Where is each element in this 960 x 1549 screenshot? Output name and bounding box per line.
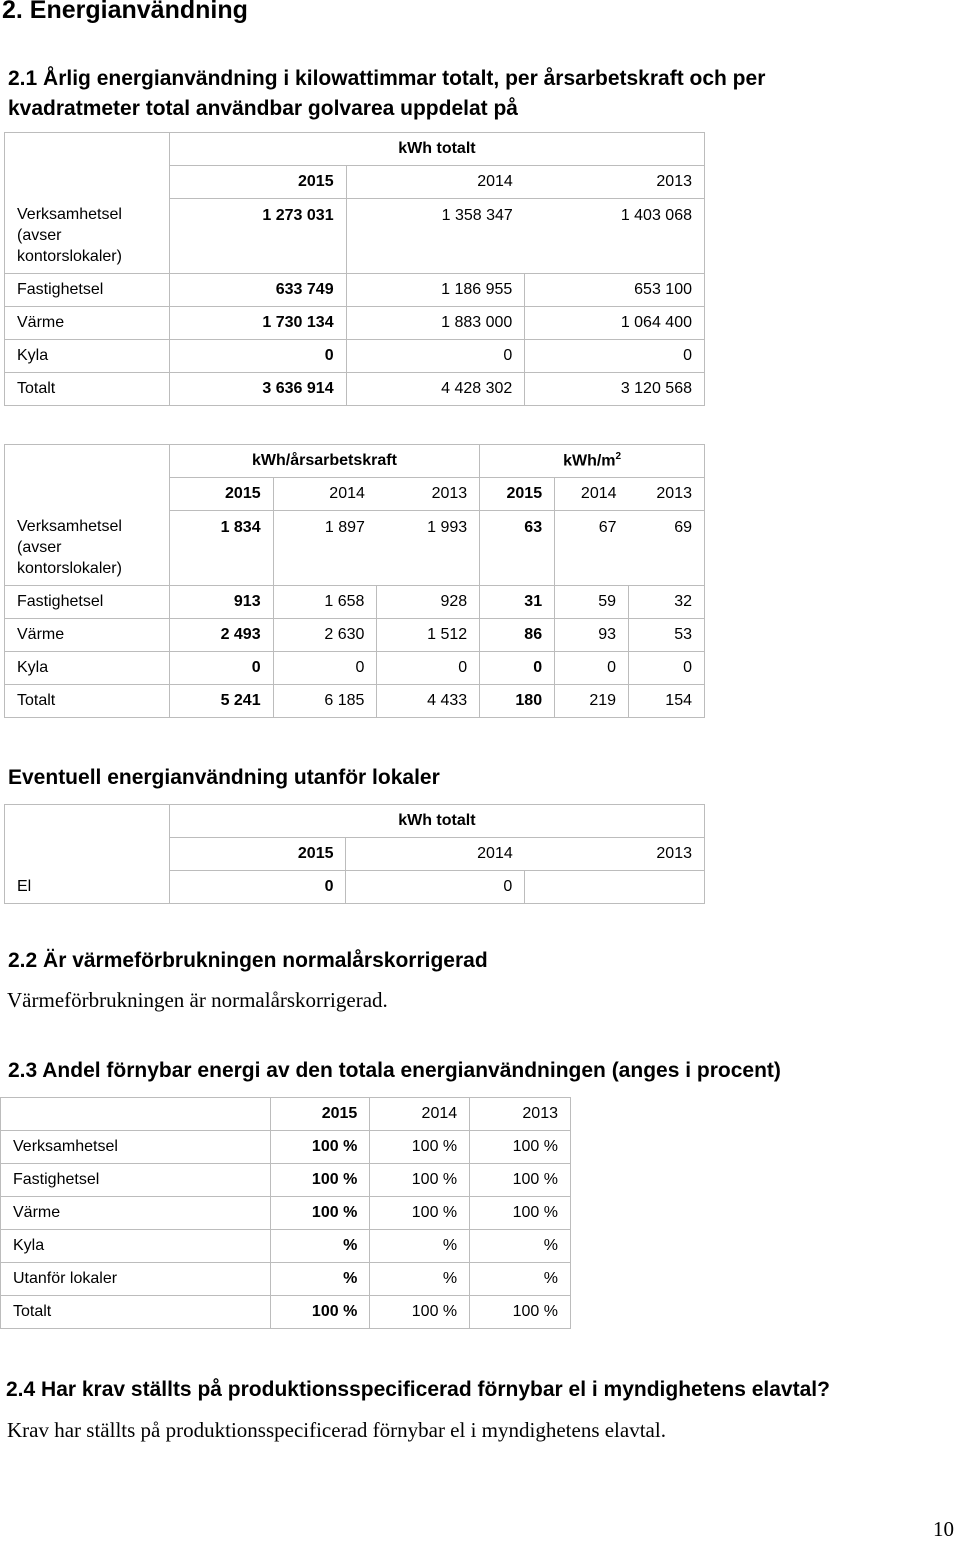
cell: 100 % xyxy=(470,1197,571,1230)
cell: 0 xyxy=(377,652,480,685)
year-header: 2013 xyxy=(525,838,705,871)
row-label: Totalt xyxy=(5,373,170,406)
cell: 53 xyxy=(629,619,705,652)
year-header: 2013 xyxy=(377,478,480,511)
cell: % xyxy=(470,1263,571,1296)
answer-2-4: Krav har ställts på produktionsspecificerad förnybar el i myndighetens elavtal. xyxy=(7,1418,666,1442)
section-heading-2-2: 2.2 Är värmeförbrukningen normalårskorrigerad xyxy=(8,949,488,972)
cell: 0 xyxy=(169,340,346,373)
cell: % xyxy=(271,1263,370,1296)
row-label: El xyxy=(5,871,170,904)
cell: % xyxy=(470,1230,571,1263)
cell: 180 xyxy=(480,685,555,718)
cell: 2 493 xyxy=(169,619,273,652)
cell: 0 xyxy=(169,652,273,685)
cell: 86 xyxy=(480,619,555,652)
cell: % xyxy=(370,1230,470,1263)
empty-corner xyxy=(1,1098,271,1131)
cell: 1 186 955 xyxy=(346,274,525,307)
cell: 633 749 xyxy=(169,274,346,307)
cell: 100 % xyxy=(370,1164,470,1197)
row-label: Fastighetsel xyxy=(5,274,170,307)
row-label: Värme xyxy=(5,619,170,652)
section-heading-2-4: 2.4 Har krav ställts på produktionsspecificerad förnybar el i myndighetens elavtal? xyxy=(6,1378,830,1401)
cell: 653 100 xyxy=(525,274,705,307)
cell: 3 120 568 xyxy=(525,373,705,406)
row-label: Totalt xyxy=(1,1296,271,1329)
row-label: Fastighetsel xyxy=(1,1164,271,1197)
cell: 154 xyxy=(629,685,705,718)
cell: 0 xyxy=(555,652,629,685)
cell: 0 xyxy=(525,340,705,373)
cell: 69 xyxy=(629,511,705,586)
group-header-per-m2: kWh/$m^2$ xyxy=(480,445,705,478)
row-label: Kyla xyxy=(5,652,170,685)
cell: 1 897 xyxy=(273,511,377,586)
year-header: 2013 xyxy=(525,166,705,199)
year-header: 2014 xyxy=(346,838,525,871)
cell: 2 630 xyxy=(273,619,377,652)
cell: 0 xyxy=(273,652,377,685)
empty-corner xyxy=(5,805,170,871)
year-header: 2014 xyxy=(555,478,629,511)
row-label: Fastighetsel xyxy=(5,586,170,619)
cell: 63 xyxy=(480,511,555,586)
energy-total-table xyxy=(4,132,705,406)
year-header: 2015 xyxy=(169,838,346,871)
year-header: 2015 xyxy=(271,1098,370,1131)
year-header: 2014 xyxy=(273,478,377,511)
page-heading: 2. Energianvändning xyxy=(2,0,248,24)
answer-2-2: Värmeförbrukningen är normalårskorrigerad. xyxy=(7,988,388,1012)
cell: % xyxy=(370,1263,470,1296)
year-header: 2013 xyxy=(629,478,705,511)
section-heading-2-3: 2.3 Andel förnybar energi av den totala energianvändningen (anges i procent) xyxy=(8,1059,781,1082)
cell: 1 883 000 xyxy=(346,307,525,340)
year-header: 2015 xyxy=(480,478,555,511)
cell: 59 xyxy=(555,586,629,619)
cell: 0 xyxy=(346,340,525,373)
cell: 913 xyxy=(169,586,273,619)
cell: 1 512 xyxy=(377,619,480,652)
cell: 100 % xyxy=(271,1131,370,1164)
cell: 93 xyxy=(555,619,629,652)
year-header: 2014 xyxy=(370,1098,470,1131)
cell: 219 xyxy=(555,685,629,718)
row-label: Verksamhetsel xyxy=(1,1131,271,1164)
cell: 100 % xyxy=(470,1164,571,1197)
cell: 32 xyxy=(629,586,705,619)
cell: 1 658 xyxy=(273,586,377,619)
row-label: Utanför lokaler xyxy=(1,1263,271,1296)
cell: 67 xyxy=(555,511,629,586)
cell: 0 xyxy=(169,871,346,904)
cell: 1 403 068 xyxy=(525,199,705,274)
cell: 31 xyxy=(480,586,555,619)
row-label: Kyla xyxy=(1,1230,271,1263)
cell: 4 433 xyxy=(377,685,480,718)
row-label: Kyla xyxy=(5,340,170,373)
year-header: 2015 xyxy=(169,478,273,511)
cell: 0 xyxy=(480,652,555,685)
cell: 100 % xyxy=(370,1131,470,1164)
cell: 1 834 xyxy=(169,511,273,586)
row-label: Verksamhetsel (avser kontorslokaler) xyxy=(5,133,170,274)
year-header: 2015 xyxy=(169,166,346,199)
row-label: Totalt xyxy=(5,685,170,718)
row-label: Värme xyxy=(5,307,170,340)
group-header-per-fte: kWh/årsarbetskraft xyxy=(169,445,479,478)
section-heading-2-1: 2.1 Årlig energianvändning i kilowattimmar totalt, per årsarbetskraft och per kvadratmeter total användbar golvarea uppdelat på xyxy=(8,67,766,120)
cell: 1 358 347 xyxy=(346,199,525,274)
year-header: 2014 xyxy=(346,166,525,199)
cell: 0 xyxy=(346,871,525,904)
year-header: 2013 xyxy=(470,1098,571,1131)
cell xyxy=(525,871,705,904)
heading-outside-premises: Eventuell energianvändning utanför lokaler xyxy=(8,766,440,789)
cell: 6 185 xyxy=(273,685,377,718)
cell: 100 % xyxy=(370,1197,470,1230)
cell: 100 % xyxy=(470,1296,571,1329)
cell: 100 % xyxy=(271,1197,370,1230)
group-header: kWh totalt xyxy=(169,805,704,838)
renewable-share-table xyxy=(0,1097,571,1329)
cell: 100 % xyxy=(470,1131,571,1164)
group-header: kWh totalt xyxy=(169,133,704,166)
cell: 100 % xyxy=(271,1164,370,1197)
page-number: 10 xyxy=(933,1517,954,1541)
cell: 5 241 xyxy=(169,685,273,718)
energy-per-unit-table xyxy=(4,444,705,718)
cell: 0 xyxy=(629,652,705,685)
cell: 928 xyxy=(377,586,480,619)
cell: 100 % xyxy=(271,1296,370,1329)
cell: 1 273 031 xyxy=(169,199,346,274)
outside-energy-table xyxy=(4,804,705,904)
row-label: Verksamhetsel (avser kontorslokaler) xyxy=(5,445,170,586)
cell: 1 993 xyxy=(377,511,480,586)
cell: 100 % xyxy=(370,1296,470,1329)
cell: 1 064 400 xyxy=(525,307,705,340)
cell: 1 730 134 xyxy=(169,307,346,340)
cell: 3 636 914 xyxy=(169,373,346,406)
row-label: Värme xyxy=(1,1197,271,1230)
cell: 4 428 302 xyxy=(346,373,525,406)
cell: % xyxy=(271,1230,370,1263)
